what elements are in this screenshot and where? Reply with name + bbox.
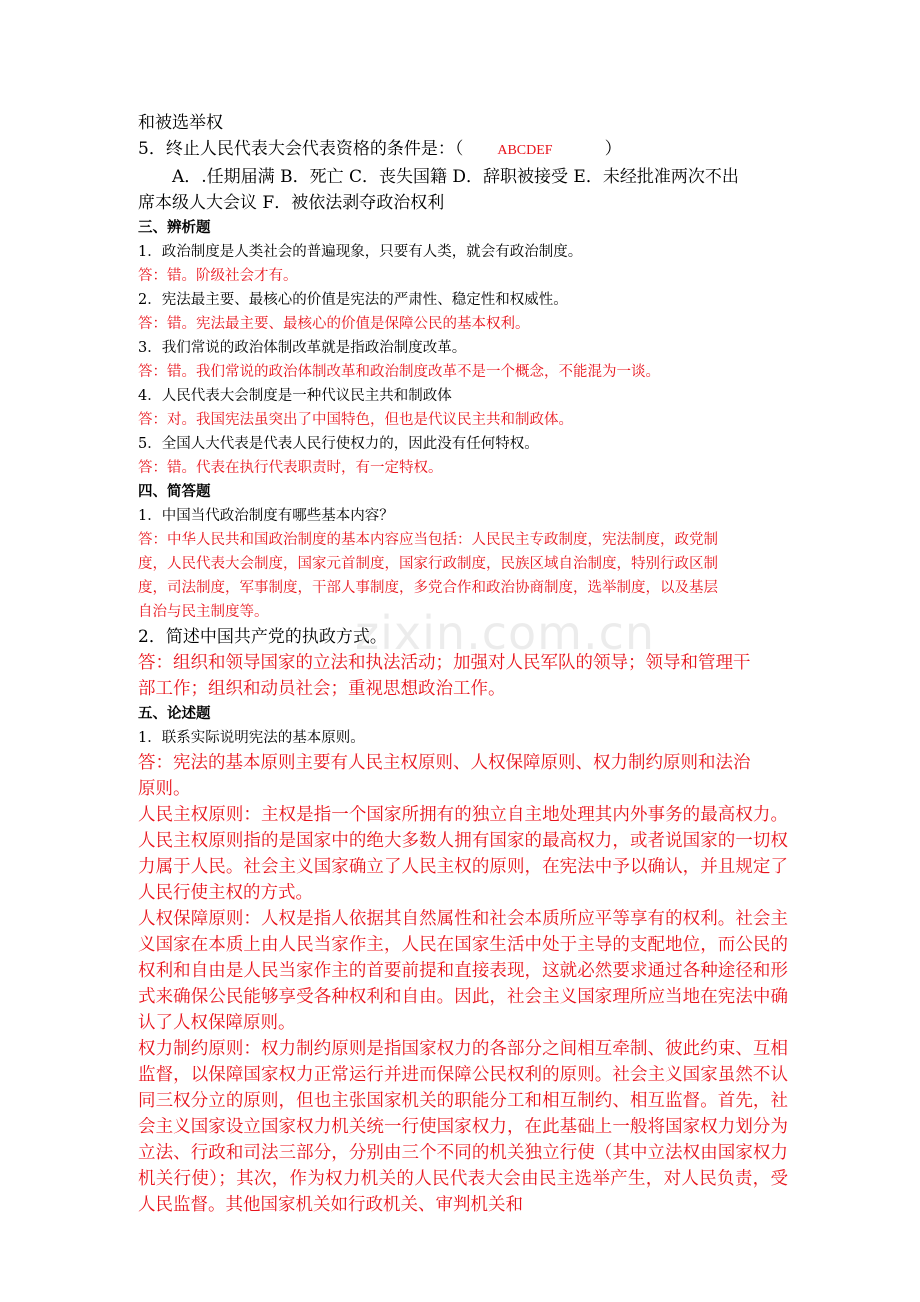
answer-inline: ABCDEF <box>497 143 553 158</box>
question: 1．中国当代政治制度有哪些基本内容？ <box>138 508 394 524</box>
bracket-close: ） <box>604 139 622 159</box>
paragraph-popular-sovereignty: 人民主权原则：主权是指一个国家所拥有的独立自主地处理其内外事务的最高权力。人民主权原则指的是国家中的绝大多数人拥有国家的最高权力，或者说国家的一切权力属于人民。社会主义国家确立了人民主权的原则，在宪法中予以确认，并且规定了人民行使主权的方式。 <box>138 805 788 903</box>
section-heading-3: 三、辨析题 <box>138 219 211 236</box>
question-5-line <box>138 136 788 164</box>
answer: 答：中华人民共和国政治制度的基本内容应当包括：人民民主专政制度，宪法制度，政党制 <box>138 532 718 548</box>
question: 1．政治制度是人类社会的普遍现象，只要有人类，就会有政治制度。 <box>138 244 583 260</box>
answer: 答：组织和领导国家的立法和执法活动；加强对人民军队的领导；领导和管理干 <box>138 653 751 673</box>
answer: 度，司法制度，军事制度，干部人事制度，多党合作和政治协商制度，选举制度，以及基层 <box>138 580 718 596</box>
answer: 答：对。我国宪法虽突出了中国特色，但也是代议民主共和制政体。 <box>138 412 573 428</box>
question: 2．简述中国共产党的执政方式。 <box>138 627 387 647</box>
question: 4．人民代表大会制度是一种代议民主共和制政体 <box>138 388 452 404</box>
answer: 部工作；组织和动员社会；重视思想政治工作。 <box>138 679 506 699</box>
question: 3．我们常说的政治体制改革就是指政治制度改革。 <box>138 340 467 356</box>
answer: 度，人民代表大会制度，国家元首制度，国家行政制度，民族区域自治制度，特别行政区制 <box>138 556 718 572</box>
question: 5．全国人大代表是代表人民行使权力的，因此没有任何特权。 <box>138 436 539 452</box>
document-page <box>138 110 788 1218</box>
paragraph-human-rights: 人权保障原则：人权是指人依据其自然属性和社会本质所应平等享有的权利。社会主义国家在本质上由人民当家作主，人民在国家生活中处于主导的支配地位，而公民的权利和自由是人民当家作主的首要前提和直接表现，这就必然要求通过各种途径和形式来确保公民能够享受各种权利和自由。因此，社会主义国家理所应当地在宪法中确认了人权保障原则。 <box>138 909 788 1033</box>
answer: 答：宪法的基本原则主要有人民主权原则、人权保障原则、权力制约原则和法治 <box>138 753 751 773</box>
question: 1．联系实际说明宪法的基本原则。 <box>138 730 365 746</box>
answer: 答：错。代表在执行代表职责时，有一定特权。 <box>138 460 443 476</box>
text-line: 和被选举权 <box>138 113 223 133</box>
answer: 答：错。宪法最主要、最核心的价值是保障公民的基本权利。 <box>138 316 530 332</box>
options-line-cont: 席本级人大会议 F．被依法剥夺政治权利 <box>138 193 445 213</box>
answer: 答：错。阶级社会才有。 <box>138 268 298 284</box>
section-heading-5: 五、论述题 <box>138 705 211 722</box>
answer: 答：错。我们常说的政治体制改革和政治制度改革不是一个概念，不能混为一谈。 <box>138 364 660 380</box>
question: 2．宪法最主要、最核心的价值是宪法的严肃性、稳定性和权威性。 <box>138 292 568 308</box>
question-5-text: 5．终止人民代表大会代表资格的条件是：（ <box>138 139 464 159</box>
answer: 自治与民主制度等。 <box>138 604 269 620</box>
section-heading-4: 四、简答题 <box>138 483 211 500</box>
answer: 原则。 <box>138 779 191 799</box>
watermark: zixin.com.cn <box>355 606 656 660</box>
options-line: A．.任期届满 B．死亡 C．丧失国籍 D．辞职被接受 E．未经批准两次不出 <box>172 167 739 187</box>
paragraph-checks-balances: 权力制约原则：权力制约原则是指国家权力的各部分之间相互牵制、彼此约束、互相监督，以保障国家权力正常运行并进而保障公民权利的原则。社会主义国家虽然不认同三权分立的原则，但也主张国家机关的职能分工和相互制约、相互监督。首先，社会主义国家设立国家权力机关统一行使国家权力，在此基础上一般将国家权力划分为立法、行政和司法三部分，分别由三个不同的机关独立行使（其中立法权由国家权力机关行使）；其次，作为权力机关的人民代表大会由民主选举产生，对人民负责，受人民监督。其他国家机关如行政机关、审判机关和 <box>138 1039 788 1215</box>
